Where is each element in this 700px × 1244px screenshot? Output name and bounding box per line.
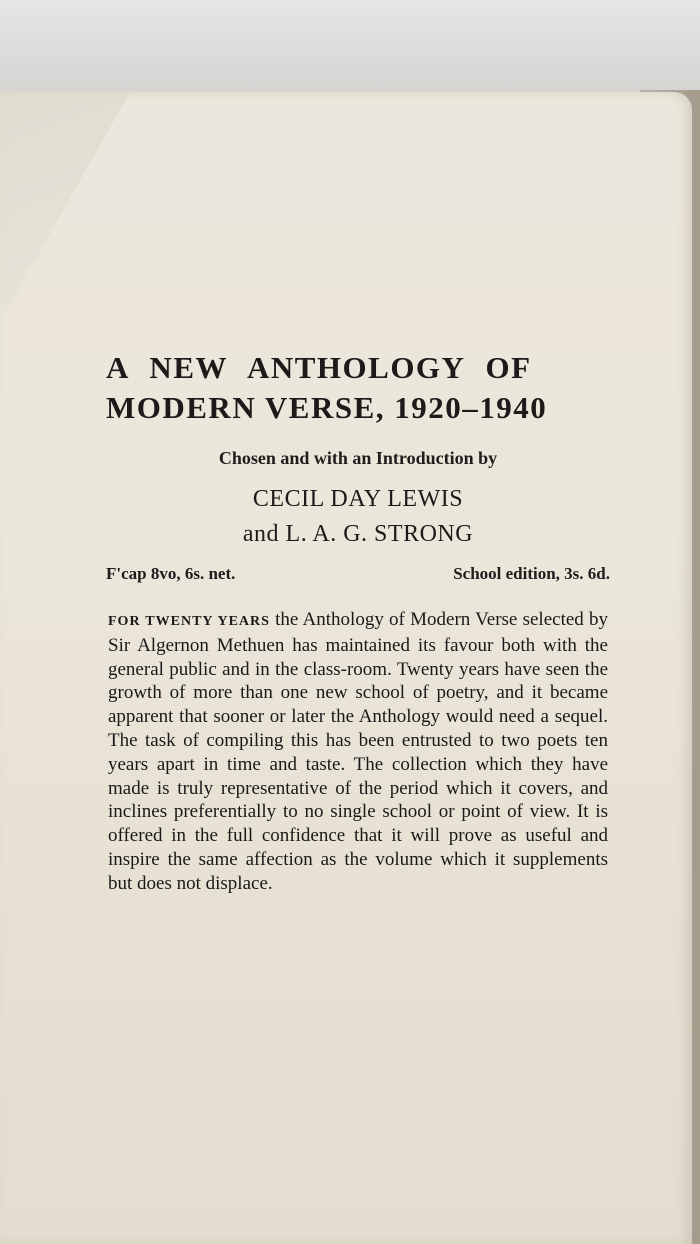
editor-secondary: and L. A. G. STRONG xyxy=(242,521,474,547)
book-title-line-2: MODERN VERSE, 1920–1940 xyxy=(106,390,548,425)
editors xyxy=(106,482,610,552)
price-regular: F'cap 8vo, 6s. net. xyxy=(106,564,236,583)
description-body: the Anthology of Modern Verse selected by Sir Algernon Methuen has maintained its favour both with the general public and in the class-room. Twenty years have seen the growth of more than one new school of poetry, and it became apparent that sooner or later the Anthology would need a sequel. The task of compiling this has been entrusted to two poets ten years apart in time and taste. The collection which they have made is truly representative of the period which it covers, and inclines preferentially to no single school or point of view. It is offered in the full confidence that it will prove as useful and inspire the same affection as the volume which it supplements but does not displace. xyxy=(108,609,609,894)
price-school-edition: School edition, 3s. 6d. xyxy=(453,564,610,583)
book-title xyxy=(106,348,610,428)
book-description xyxy=(108,608,608,896)
description-lead: FOR TWENTY YEARS xyxy=(108,614,270,629)
chosen-by-caption: Chosen and with an Introduction by xyxy=(218,448,498,468)
price-line xyxy=(106,564,610,584)
editor-primary: CECIL DAY LEWIS xyxy=(252,486,464,512)
book-title-line-1: A NEW ANTHOLOGY OF xyxy=(106,350,532,385)
